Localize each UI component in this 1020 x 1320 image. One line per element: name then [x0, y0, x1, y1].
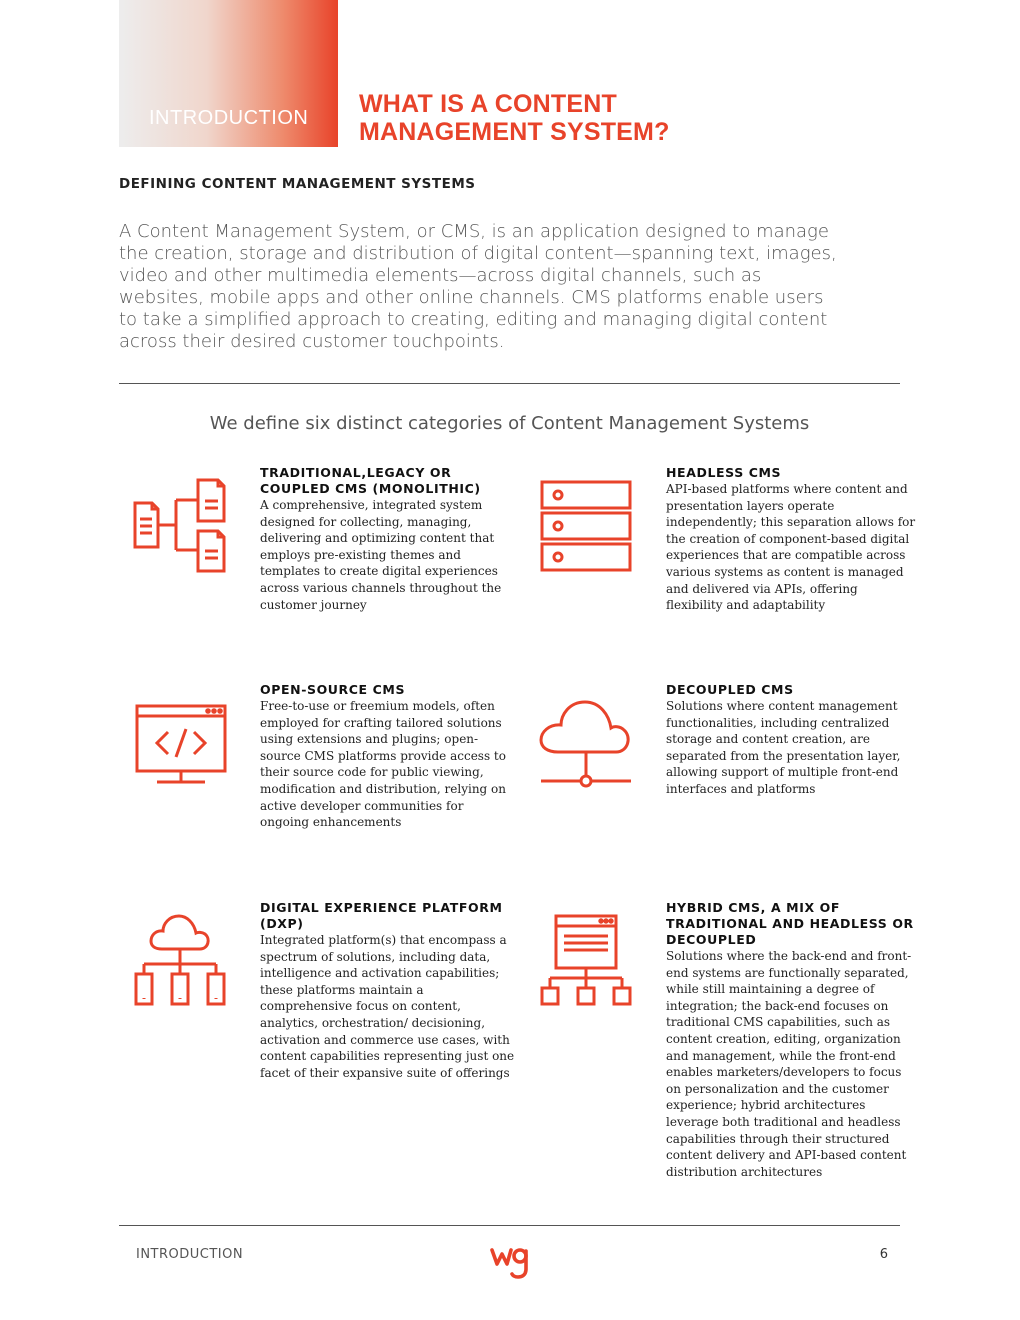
wg-logo	[490, 1245, 530, 1279]
cloud-network-icon	[536, 697, 636, 797]
category-traditional	[260, 465, 510, 613]
section-heading: DEFINING CONTENT MANAGEMENT SYSTEMS	[119, 176, 476, 192]
category-open-source	[260, 682, 510, 831]
cloud-devices-icon	[130, 912, 230, 1012]
category-dxp	[260, 900, 515, 1081]
category-hybrid	[666, 900, 918, 1180]
category-description: Integrated platform(s) that encompass a spectrum of solutions, including data, intelligence and activation capabilities; these platforms maintain a comprehensive focus on content, analytics, orchestration/ decisioning, activation and commerce use cases, with content capabilities representing just one facet of their expansive suite of offerings	[260, 933, 515, 1080]
category-title: DIGITAL EXPERIENCE PLATFORM (DXP)	[260, 900, 503, 931]
document-tree-icon	[130, 475, 230, 575]
intro-paragraph: A Content Management System, or CMS, is an application designed to manage the creation, storage and distribution of digital content—spanning text, images, video and other multimedia elements—across digital channels, such as websites, mobile apps and other online channels. CMS platforms enable users to take a simplified approach to creating, editing and managing digital content across their desired customer touchpoints.	[119, 221, 837, 352]
section-tab-label: INTRODUCTION	[149, 107, 309, 129]
divider-bottom	[119, 1225, 900, 1226]
category-title: DECOUPLED CMS	[666, 682, 794, 697]
footer-section-label: INTRODUCTION	[136, 1247, 244, 1262]
category-description: Solutions where content management functionalities, including centralized storage and content creation, are separated from the presentation layer, allowing support of multiple front-end interfaces and platforms	[666, 699, 901, 796]
category-description: A comprehensive, integrated system designed for collecting, managing, delivering and optimizing content that employs pre-existing themes and templates to create digital experiences across various channels throughout the customer journey	[260, 498, 502, 612]
category-description: API-based platforms where content and presentation layers operate independently; this separation allows for the creation of component-based digital experiences that are compatible across various systems as content is managed and delivered via APIs, offering flexibility and adaptability	[666, 482, 916, 613]
category-headless	[666, 465, 916, 614]
category-description: Free-to-use or freemium models, often employed for crafting tailored solutions using extensions and plugins; open-source CMS platforms provide access to their source code for public viewing, modification and distribution, relying on active developer communities for ongoing enhancements	[260, 699, 507, 830]
divider-top	[119, 383, 900, 384]
categories-heading: We define six distinct categories of Content Management Systems	[209, 413, 810, 434]
server-stack-icon	[536, 475, 636, 575]
code-monitor-icon	[130, 697, 230, 797]
page-number: 6	[879, 1247, 888, 1262]
category-title: OPEN-SOURCE CMS	[260, 682, 406, 697]
category-title: HYBRID CMS, A MIX OF TRADITIONAL AND HEADLESS OR DECOUPLED	[666, 900, 914, 947]
category-description: Solutions where the back-end and front-end systems are functionally separated, while still maintaining a degree of integration; the back-end focuses on traditional CMS capabilities, such as content creation, editing, organization and management, while the front-end enables marketers/developers to focus on personalization and the customer experience; hybrid architectures leverage both traditional and headless capabilities through their structured content delivery and API-based content distribution architectures	[666, 949, 912, 1179]
category-title: TRADITIONAL,LEGACY OR COUPLED CMS (MONOLITHIC)	[260, 465, 481, 496]
category-decoupled	[666, 682, 916, 798]
page-title: WHAT IS A CONTENT MANAGEMENT SYSTEM?	[359, 90, 670, 146]
browser-network-icon	[536, 912, 636, 1012]
category-title: HEADLESS CMS	[666, 465, 782, 480]
